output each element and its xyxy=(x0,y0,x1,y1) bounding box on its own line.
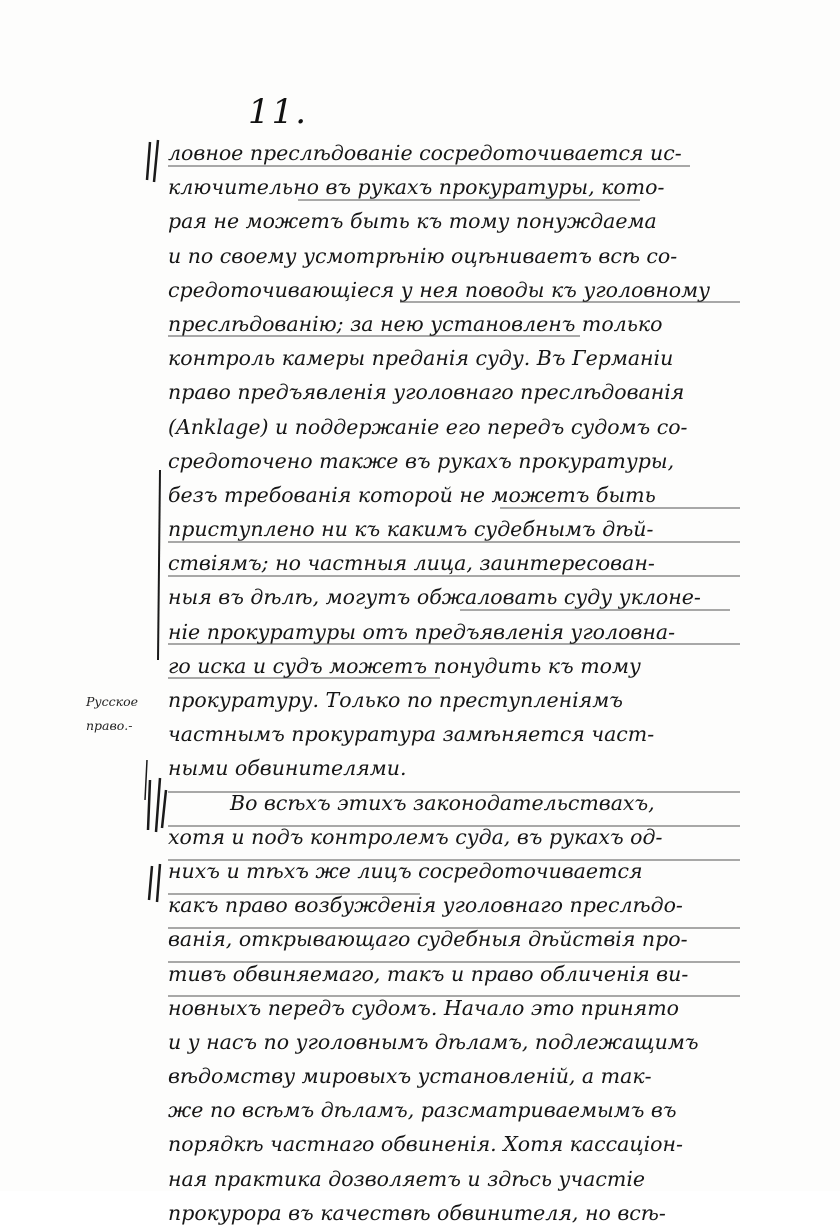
text-line: прокуратуру. Только по преступленіямъ xyxy=(168,688,623,712)
text-line: тивъ обвиняемаго, такъ и право обличенія ви- xyxy=(168,961,689,986)
text-line: частнымъ прокуратура замѣняется част- xyxy=(168,722,655,747)
text-line: нихъ и тѣхъ же лицъ сосредоточивается xyxy=(168,858,643,883)
text-line: и у насъ по уголовнымъ дѣламъ, подлежащимъ xyxy=(168,1029,699,1054)
text-line: новныхъ передъ судомъ. Начало это принято xyxy=(168,995,680,1020)
text-line: рая не можетъ быть къ тому понуждаема xyxy=(168,209,657,234)
text-line: и по своему усмотрѣнію оцѣниваетъ всѣ со- xyxy=(168,243,678,268)
text-line: же по всѣмъ дѣламъ, разсматриваемымъ въ xyxy=(168,1098,677,1123)
text-line: ная практика дозволяетъ и здѣсь участіе xyxy=(168,1166,646,1191)
text-line: право предъявленія уголовнаго преслѣдованія xyxy=(168,380,685,405)
text-line: го иска и судъ можетъ понудить къ тому xyxy=(168,653,641,678)
text-line: безъ требованія которой не можетъ быть xyxy=(168,482,656,507)
text-line: ныя въ дѣлѣ, могутъ обжаловать суду уклоне- xyxy=(168,585,701,610)
text-line: ными обвинителями. xyxy=(168,756,407,781)
text-line: какъ право возбужденія уголовнаго преслѣдо- xyxy=(168,893,683,918)
handwritten-text xyxy=(168,136,748,1230)
text-line: прокурора въ качествѣ обвинителя, но всѣ- xyxy=(168,1200,666,1225)
text-line: контроль камеры преданія суду. Въ Германіи xyxy=(168,346,674,371)
margin-note-line: право.- xyxy=(86,718,133,733)
text-line: преслѣдованію; за нею установленъ только xyxy=(168,311,663,336)
text-line: средоточено также въ рукахъ прокуратуры, xyxy=(168,448,675,473)
text-line: ніе прокуратуры отъ предъявленія уголовна- xyxy=(168,619,676,644)
text-line: приступлено ни къ какимъ судебнымъ дѣй- xyxy=(168,517,654,542)
text-line: ванія, открывающаго судебныя дѣйствія про- xyxy=(168,927,688,952)
text-line: порядкѣ частнаго обвиненія. Хотя кассаціон- xyxy=(168,1132,683,1157)
paragraph-start-line: Во всѣхъ этихъ законодательствахъ, xyxy=(230,790,655,815)
margin-note xyxy=(86,690,170,738)
text-line: ствіямъ; но частныя лица, заинтересован- xyxy=(168,551,655,576)
text-line: хотя и подъ контролемъ суда, въ рукахъ од- xyxy=(168,824,663,849)
text-line: средоточивающіеся у нея поводы къ уголовному xyxy=(168,277,711,302)
text-line: ловное преслѣдованіе сосредоточивается ис- xyxy=(168,141,682,165)
page-number: 11. xyxy=(248,92,309,132)
text-line: вѣдомству мировыхъ установленій, а так- xyxy=(168,1064,652,1089)
text-line: ключительно въ рукахъ прокуратуры, кото- xyxy=(168,175,665,200)
margin-note-line: Русское xyxy=(86,694,139,709)
text-line: (Anklage) и поддержаніе его передъ судомъ со- xyxy=(168,414,688,439)
